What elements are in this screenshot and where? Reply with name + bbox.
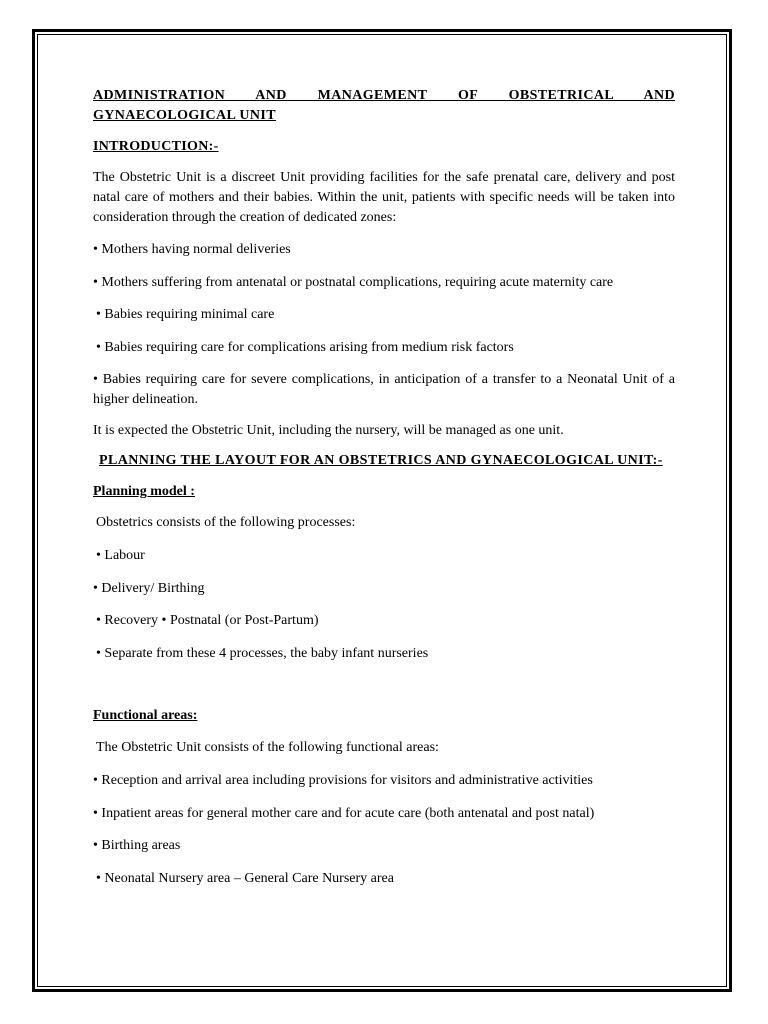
planning-model-label: Planning model : [93, 484, 195, 500]
functional-area-item: • Inpatient areas for general mother care and for acute care (both antenatal and post natal) [93, 805, 595, 821]
processes-intro: Obstetrics consists of the following processes: [96, 515, 356, 531]
zone-item: • Babies requiring care for complications arising from medium risk factors [96, 339, 514, 355]
closing-paragraph: It is expected the Obstetric Unit, including the nursery, will be managed as one unit. [93, 423, 564, 439]
functional-area-item: • Reception and arrival area including provisions for visitors and administrative activities [93, 772, 593, 788]
intro-paragraph: The Obstetric Unit is a discreet Unit providing facilities for the safe prenatal care, delivery and post natal care of mothers and their babies. Within the unit, patients with specific needs will be taken into consideration through the creation of dedicated zones: [93, 170, 675, 225]
zone-item: • Mothers having normal deliveries [93, 242, 291, 257]
zone-item: • Mothers suffering from antenatal or postnatal complications, requiring acute maternity care [93, 274, 614, 290]
functional-areas-label: Functional areas: [93, 708, 198, 724]
functional-area-item: • Birthing areas [93, 838, 181, 854]
document-title: ADMINISTRATION AND MANAGEMENT OF OBSTETRICAL AND GYNAECOLOGICAL UNIT [93, 88, 675, 123]
zone-item: • Babies requiring minimal care [96, 307, 275, 323]
zone-item: • Babies requiring care for severe complications, in anticipation of a transfer to a Neonatal Unit of a higher delineation. [93, 372, 675, 408]
document-body [93, 86, 675, 901]
planning-heading-text: PLANNING THE LAYOUT FOR AN OBSTETRICS AND GYNAECOLOGICAL UNIT:- [99, 453, 663, 469]
process-item: • Recovery • Postnatal (or Post-Partum) [96, 613, 319, 629]
process-item: • Labour [96, 547, 145, 563]
functional-area-item: • Neonatal Nursery area – General Care Nursery area [96, 870, 394, 886]
planning-heading [93, 451, 675, 471]
functional-intro: The Obstetric Unit consists of the following functional areas: [96, 740, 439, 756]
intro-heading: INTRODUCTION:- [93, 139, 219, 154]
process-item: • Separate from these 4 processes, the baby infant nurseries [96, 645, 429, 661]
process-item: • Delivery/ Birthing [93, 580, 205, 596]
section-spacer [93, 676, 675, 706]
